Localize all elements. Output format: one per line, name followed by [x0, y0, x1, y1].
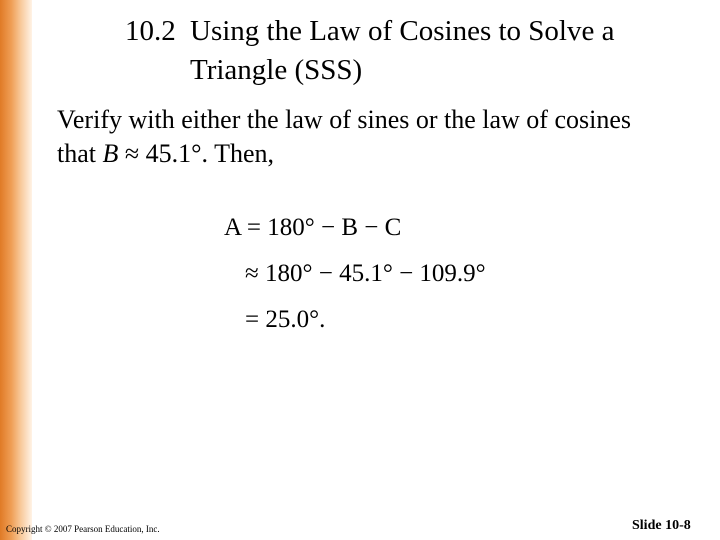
equation-line-3: = 25.0°.: [245, 306, 326, 333]
left-accent-bar: [0, 0, 32, 540]
angle-variable: B: [102, 139, 119, 168]
copyright-notice: Copyright © 2007 Pearson Education, Inc.: [6, 524, 160, 534]
slide-title-line-2: Triangle (SSS): [190, 54, 363, 86]
body-text-suffix: ≈ 45.1°. Then,: [118, 139, 275, 168]
body-text-prefix: that: [57, 139, 103, 168]
slide-title-line-1: Using the Law of Cosines to Solve a: [190, 15, 615, 47]
body-text-line-2: [57, 138, 274, 170]
equation-line-2: ≈ 180° − 45.1° − 109.9°: [245, 260, 486, 287]
slide-number: Slide 10-8: [632, 518, 691, 533]
equation-line-1: A = 180° − B − C: [224, 214, 402, 241]
body-text-line-1: Verify with either the law of sines or the law of cosines: [57, 105, 632, 134]
slide-title-number: 10.2: [125, 15, 176, 47]
